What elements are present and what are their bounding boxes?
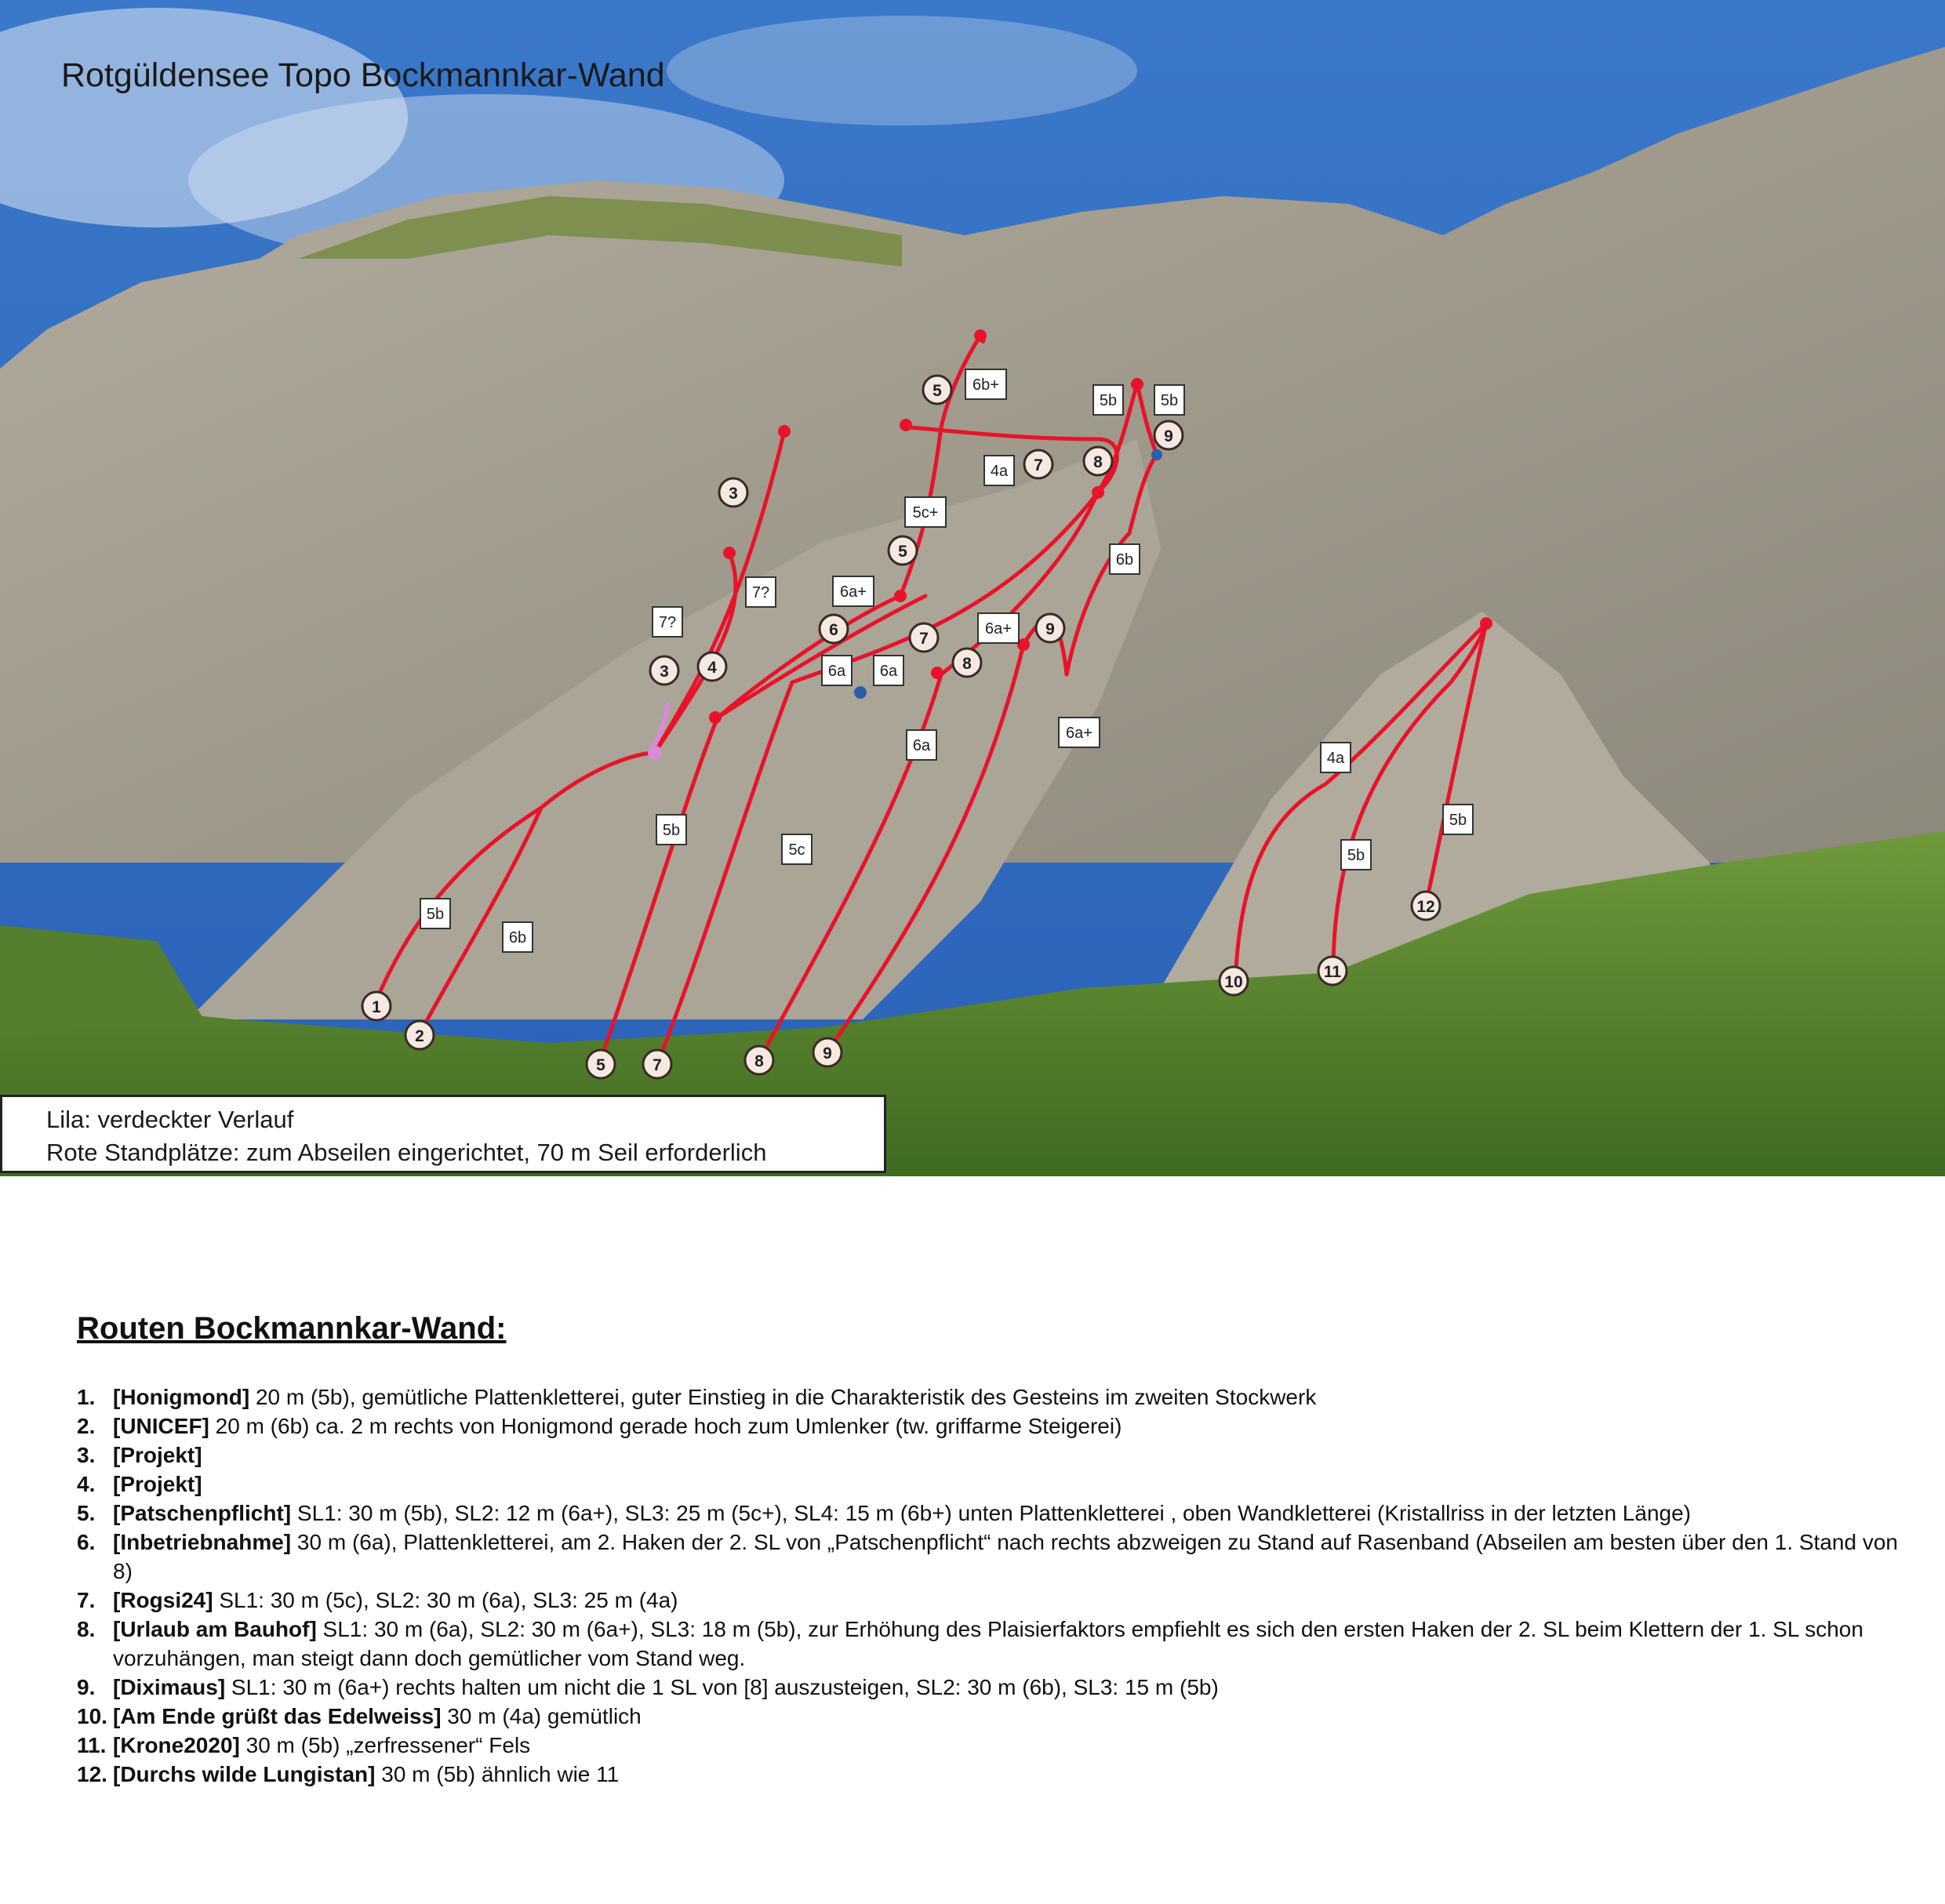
route-description xyxy=(113,1760,1904,1789)
route-item xyxy=(77,1499,1904,1528)
route-details: 20 m (6b) ca. 2 m rechts von Honigmond gerade hoch zum Umlenker (tw. griffarme Steigerei) xyxy=(209,1414,1122,1438)
route-marker-label: 11 xyxy=(1323,963,1342,981)
grade-label-text: 5c+ xyxy=(912,504,939,521)
grade-label xyxy=(907,730,936,760)
grade-label xyxy=(653,607,682,637)
grade-label-text: 6a+ xyxy=(1066,725,1092,742)
route-list-title: Routen Bockmannkar-Wand: xyxy=(77,1311,507,1346)
route-details: 20 m (5b), gemütliche Plattenkletterei, guter Einstieg in die Charakteristik des Gesteins im zweiten Stockwerk xyxy=(249,1385,1317,1409)
route-marker-label: 10 xyxy=(1224,973,1243,991)
route-marker xyxy=(910,623,938,652)
route-name: [Diximaus] xyxy=(113,1675,226,1699)
route-name: [Urlaub am Bauhof] xyxy=(113,1617,317,1641)
route-description xyxy=(113,1383,1904,1412)
grade-label xyxy=(822,656,852,685)
grade-label xyxy=(656,815,686,845)
route-details: 30 m (5b) ähnlich wie 11 xyxy=(375,1762,620,1786)
photo-title: Rotgüldensee Topo Bockmannkar-Wand xyxy=(61,56,665,94)
grade-label-text: 6a xyxy=(912,737,931,754)
route-number: 5. xyxy=(77,1501,96,1525)
route-marker xyxy=(1084,447,1112,475)
route-item xyxy=(77,1731,1904,1760)
route-marker-label: 12 xyxy=(1416,898,1435,916)
grade-label-text: 4a xyxy=(1326,750,1345,767)
route-name: [Durchs wilde Lungistan] xyxy=(113,1762,376,1786)
route-description xyxy=(113,1528,1904,1586)
cloud xyxy=(667,16,1137,125)
route-name: [Projekt] xyxy=(113,1443,202,1467)
route-item xyxy=(77,1702,1904,1731)
route-number: 6. xyxy=(77,1530,96,1554)
grade-label xyxy=(1443,805,1473,834)
route-marker-label: 5 xyxy=(898,543,907,561)
route-details: SL1: 30 m (5c), SL2: 30 m (6a), SL3: 25 m (4a) xyxy=(213,1588,678,1612)
route-marker-label: 3 xyxy=(729,485,738,503)
route-marker-label: 9 xyxy=(1045,620,1055,638)
route-item xyxy=(77,1760,1904,1789)
grade-label-text: 7? xyxy=(658,614,677,631)
anchor-red xyxy=(778,425,791,438)
grade-label xyxy=(1341,840,1371,870)
grade-label xyxy=(1093,385,1123,415)
route-name: [Krone2020] xyxy=(113,1733,240,1757)
anchor-red xyxy=(900,419,912,431)
grade-label xyxy=(833,576,874,606)
route-details: SL1: 30 m (6a), SL2: 30 m (6a+), SL3: 18 m (5b), zur Erhöhung des Plaisierfaktors empfiehlt es sich den ersten Haken der 2. SL beim Klettern der 1. SL schon vorzuhängen, man steigt dann doch gemütlicher vom Stand weg. xyxy=(113,1617,1863,1670)
route-number: 4. xyxy=(77,1472,96,1496)
route-marker-label: 4 xyxy=(707,659,717,677)
anchor-red xyxy=(1092,486,1104,499)
route-number: 2. xyxy=(77,1414,96,1438)
route-marker xyxy=(813,1038,842,1066)
grade-label-text: 6a xyxy=(827,663,846,680)
route-marker-label: 6 xyxy=(829,621,838,639)
route-details: SL1: 30 m (5b), SL2: 12 m (6a+), SL3: 25 m (5c+), SL4: 15 m (6b+) unten Plattenkletterei , oben Wandkletterei (Kristallriss in der letzten Länge) xyxy=(291,1501,1691,1525)
grade-label xyxy=(1110,544,1140,574)
anchor-red xyxy=(931,667,943,679)
grade-label xyxy=(965,369,1006,399)
route-description xyxy=(113,1586,1904,1615)
route-item xyxy=(77,1383,1904,1412)
route-details: 30 m (4a) gemütlich xyxy=(441,1704,642,1728)
grade-label-text: 6a+ xyxy=(985,620,1012,638)
route-marker xyxy=(1036,614,1064,642)
route-name: [Patschenpflicht] xyxy=(113,1501,292,1525)
route-number: 10. xyxy=(77,1704,107,1728)
route-number: 12. xyxy=(77,1762,107,1786)
grade-label-text: 6a+ xyxy=(840,583,867,601)
route-item xyxy=(77,1528,1904,1586)
route-marker xyxy=(953,649,981,677)
anchor-red xyxy=(974,329,987,342)
route-number: 11. xyxy=(77,1733,107,1757)
route-details: 30 m (5b) „zerfressener“ Fels xyxy=(239,1733,531,1757)
grade-label xyxy=(978,613,1019,643)
grade-label xyxy=(1059,718,1100,747)
grade-label-text: 5b xyxy=(1347,847,1365,864)
anchor-lila xyxy=(648,746,662,760)
route-marker xyxy=(889,536,917,565)
anchor-blue xyxy=(1151,449,1162,460)
route-marker xyxy=(923,376,951,404)
grade-label xyxy=(1321,743,1351,772)
route-marker-label: 1 xyxy=(372,998,381,1016)
route-number: 9. xyxy=(77,1675,96,1699)
grade-label-text: 6a xyxy=(879,663,898,680)
route-item xyxy=(77,1673,1904,1702)
route-marker-label: 7 xyxy=(653,1056,662,1074)
route-details: SL1: 30 m (6a+) rechts halten um nicht die 1 SL von [8] auszusteigen, SL2: 30 m (6b), SL3: 15 m (5b) xyxy=(225,1675,1219,1699)
route-name: [UNICEF] xyxy=(113,1414,209,1438)
route-name: [Am Ende grüßt das Edelweiss] xyxy=(113,1704,442,1728)
route-marker-label: 8 xyxy=(962,655,972,673)
route-marker xyxy=(643,1050,671,1078)
route-name: [Projekt] xyxy=(113,1472,202,1496)
grade-label xyxy=(782,834,812,864)
route-marker xyxy=(587,1050,615,1078)
route-item xyxy=(77,1470,1904,1499)
route-marker xyxy=(1318,957,1347,985)
grade-label xyxy=(1154,385,1184,415)
grade-label xyxy=(503,922,533,952)
route-marker xyxy=(1412,892,1440,920)
route-name: [Inbetriebnahme] xyxy=(113,1530,292,1554)
grade-label xyxy=(905,497,946,527)
route-description xyxy=(113,1702,1904,1731)
route-marker-label: 7 xyxy=(919,630,929,648)
route-items xyxy=(77,1383,1904,1789)
legend-hidden-path: Lila: verdeckter Verlauf xyxy=(46,1106,294,1133)
legend-box xyxy=(0,1095,886,1173)
route-item xyxy=(77,1615,1904,1673)
route-marker-label: 8 xyxy=(1093,453,1103,471)
anchor-red xyxy=(723,547,736,559)
route-number: 8. xyxy=(77,1617,96,1641)
route-marker-label: 8 xyxy=(754,1052,764,1070)
route-marker xyxy=(1220,967,1248,995)
anchor-red xyxy=(1480,617,1492,630)
route-marker-label: 9 xyxy=(1164,427,1173,445)
route-number: 7. xyxy=(77,1588,96,1612)
legend-red-anchors: Rote Standplätze: zum Abseilen eingerichtet, 70 m Seil erforderlich xyxy=(46,1139,767,1166)
grade-label-text: 6b xyxy=(508,929,527,947)
route-marker xyxy=(1154,421,1183,449)
grade-label xyxy=(420,899,450,928)
route-marker-label: 5 xyxy=(596,1056,605,1074)
route-description xyxy=(113,1615,1904,1673)
grade-label xyxy=(984,456,1014,485)
grade-label-text: 6b+ xyxy=(972,376,999,394)
route-description xyxy=(113,1731,1904,1760)
route-marker xyxy=(745,1046,773,1074)
route-description xyxy=(113,1673,1904,1702)
grade-label-text: 4a xyxy=(990,463,1009,480)
route-item xyxy=(77,1586,1904,1615)
route-description xyxy=(113,1470,1904,1499)
route-marker xyxy=(650,656,678,685)
grade-label-text: 6b xyxy=(1115,551,1134,569)
route-number: 1. xyxy=(77,1385,96,1409)
grade-label-text: 5b xyxy=(1160,392,1179,409)
grade-label-text: 5b xyxy=(426,906,445,923)
route-description xyxy=(113,1441,1904,1470)
route-marker-label: 9 xyxy=(823,1045,832,1063)
route-number: 3. xyxy=(77,1443,96,1467)
route-marker-label: 3 xyxy=(660,663,669,681)
route-list xyxy=(77,1311,1904,1789)
route-item xyxy=(77,1412,1904,1441)
anchor-red xyxy=(709,711,722,724)
anchor-red xyxy=(894,590,907,602)
route-name: [Rogsi24] xyxy=(113,1588,213,1612)
route-marker xyxy=(1024,450,1052,478)
route-marker-label: 5 xyxy=(933,382,942,400)
route-marker xyxy=(698,652,726,681)
grade-label-text: 5b xyxy=(1449,812,1467,829)
route-item xyxy=(77,1441,1904,1470)
route-name: [Honigmond] xyxy=(113,1385,250,1409)
grade-label-text: 5b xyxy=(1099,392,1118,409)
route-marker xyxy=(362,992,391,1020)
route-description xyxy=(113,1499,1904,1528)
route-description xyxy=(113,1412,1904,1441)
grade-label xyxy=(746,577,776,607)
grade-label-text: 5c xyxy=(788,841,805,859)
grade-label-text: 7? xyxy=(751,584,770,601)
grade-label xyxy=(874,656,903,685)
route-marker xyxy=(405,1021,434,1049)
grade-label-text: 5b xyxy=(662,822,681,839)
route-marker-label: 2 xyxy=(415,1027,424,1045)
route-details: 30 m (6a), Plattenkletterei, am 2. Haken der 2. SL von „Patschenpflicht“ nach rechts abzweigen zu Stand auf Rasenband (Abseilen am besten über den 1. Stand von 8) xyxy=(113,1530,1898,1583)
route-marker-label: 7 xyxy=(1034,456,1043,474)
anchor-blue xyxy=(854,686,867,699)
route-marker xyxy=(719,478,747,507)
anchor-red xyxy=(1131,378,1143,391)
route-marker xyxy=(820,615,848,643)
